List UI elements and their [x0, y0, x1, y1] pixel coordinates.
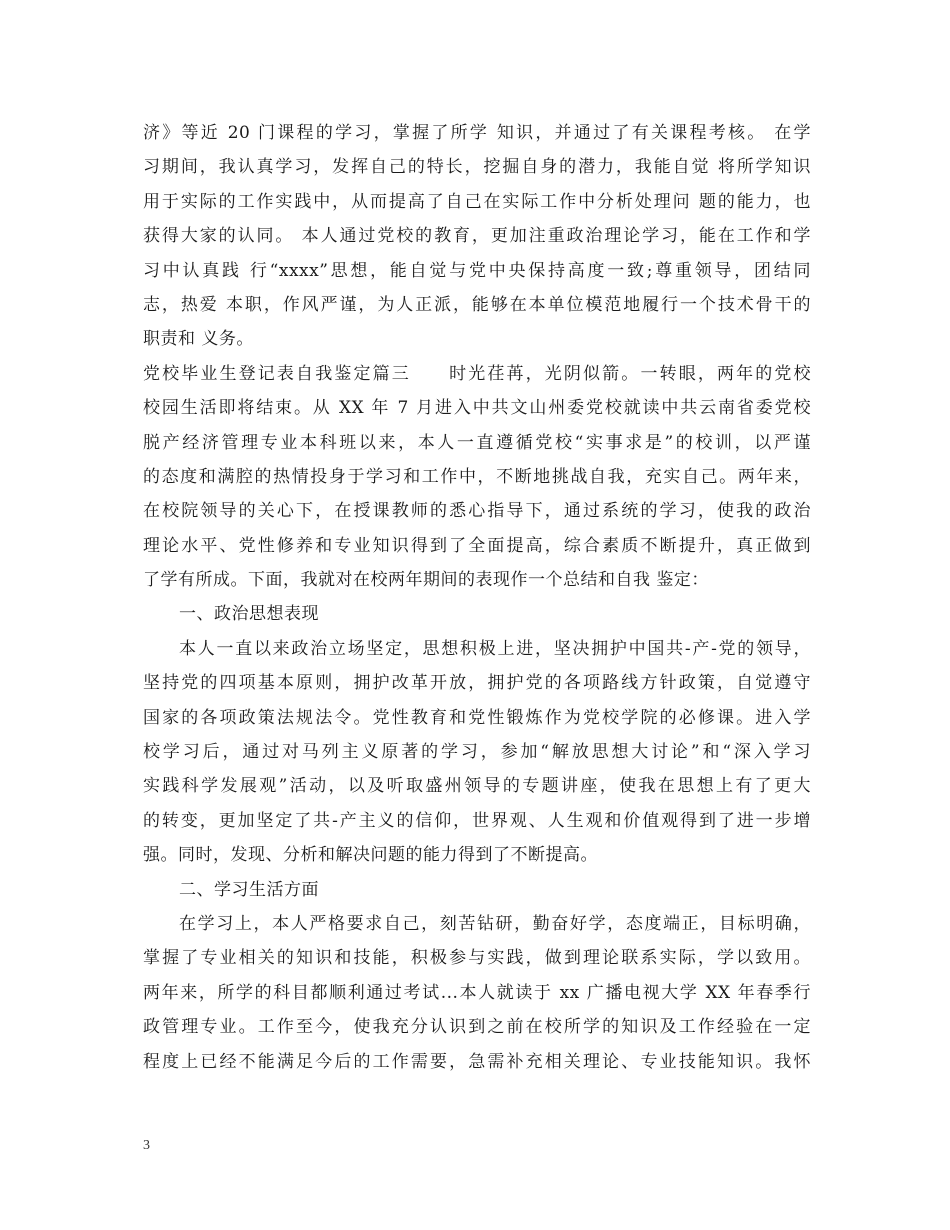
text-line: 了学有所成。下面，我就对在校两年期间的表现作一个总结和自我 鉴定： [143, 570, 709, 591]
text-line: 理论水平、党性修养和专业知识得到了全面提高，综合素质不断提升，真正做到 [143, 535, 811, 556]
text-line: 程度上已经不能满足今后的工作需要，急需补充相关理论、专业技能知识。我怀 [143, 1051, 811, 1072]
subheading-study-life: 二、学习生活方面 [179, 879, 319, 900]
subheading-political: 一、政治思想表现 [179, 604, 319, 625]
text-line: 志，热爱 本职，作风严谨，为人正派，能够在本单位模范地履行一个技术骨干的 [143, 294, 811, 315]
text-line: 校学习后，通过对马列主义原著的学习，参加“解放思想大讨论”和“深入学习 [143, 742, 811, 763]
text-line: 获得大家的认同。 本人通过党校的教育，更加注重政治理论学习，能在工作和学 [143, 226, 811, 247]
text-line: 两年来，所学的科目都顺利通过考试...本人就读于 xx 广播电视大学 XX 年春季行 [143, 982, 811, 1003]
text-line: 校园生活即将结束。从 XX 年 7 月进入中共文山州委党校就读中共云南省委党校 [143, 398, 811, 419]
text-line: 国家的各项政策法规法令。党性教育和党性锻炼作为党校学院的必修课。进入学 [143, 707, 811, 728]
text-line: 掌握了专业相关的知识和技能，积极参与实践，做到理论联系实际，学以致用。 [143, 948, 811, 969]
text-line: 济》等近 20 门课程的学习，掌握了所学 知识，并通过了有关课程考核。 在学 [143, 123, 811, 143]
text-line: 的转变，更加坚定了共-产主义的信仰，世界观、人生观和价值观得到了进一步增 [143, 810, 811, 831]
text-line: 强。同时，发现、分析和解决问题的能力得到了不断提高。 [143, 845, 598, 866]
text-line: 在校院领导的关心下，在授课教师的悉心指导下，通过系统的学习，使我的政治 [143, 501, 811, 522]
text-line: 的态度和满腔的热情投身于学习和工作中，不断地挑战自我，充实自己。两年来， [143, 466, 811, 487]
text-line: 在学习上，本人严格要求自己，刻苦钻研，勤奋好学，态度端正，目标明确， [179, 913, 811, 934]
text-line: 实践科学发展观”活动，以及听取盛州领导的专题讲座，使我在思想上有了更大 [143, 776, 811, 797]
text-line: 习期间，我认真学习，发挥自己的特长，挖掘自身的潜力，我能自觉 将所学知识 [143, 157, 811, 178]
text-line: 用于实际的工作实践中，从而提高了自己在实际工作中分析处理问 题的能力，也 [143, 191, 811, 212]
text-line: 坚持党的四项基本原则，拥护改革开放，拥护党的各项路线方针政策，自觉遵守 [143, 673, 811, 694]
text-line: 习中认真践 行“xxxx”思想，能自觉与党中央保持高度一致;尊重领导，团结同 [143, 260, 811, 281]
text-line: 政管理专业。工作至今，使我充分认识到之前在校所学的知识及工作经验在一定 [143, 1017, 811, 1038]
section-heading-line: 党校毕业生登记表自我鉴定篇三 时光荏苒，光阴似箭。一转眼，两年的党校 [143, 363, 811, 384]
document-body [143, 116, 811, 1079]
text-line: 脱产经济管理专业本科班以来，本人一直遵循党校“实事求是”的校训，以严谨 [143, 432, 811, 453]
page-number: 3 [143, 1138, 150, 1153]
text-line: 本人一直以来政治立场坚定，思想积极上进，坚决拥护中国共-产-党的领导， [179, 638, 811, 659]
text-line: 职责和 义务。 [143, 329, 254, 350]
